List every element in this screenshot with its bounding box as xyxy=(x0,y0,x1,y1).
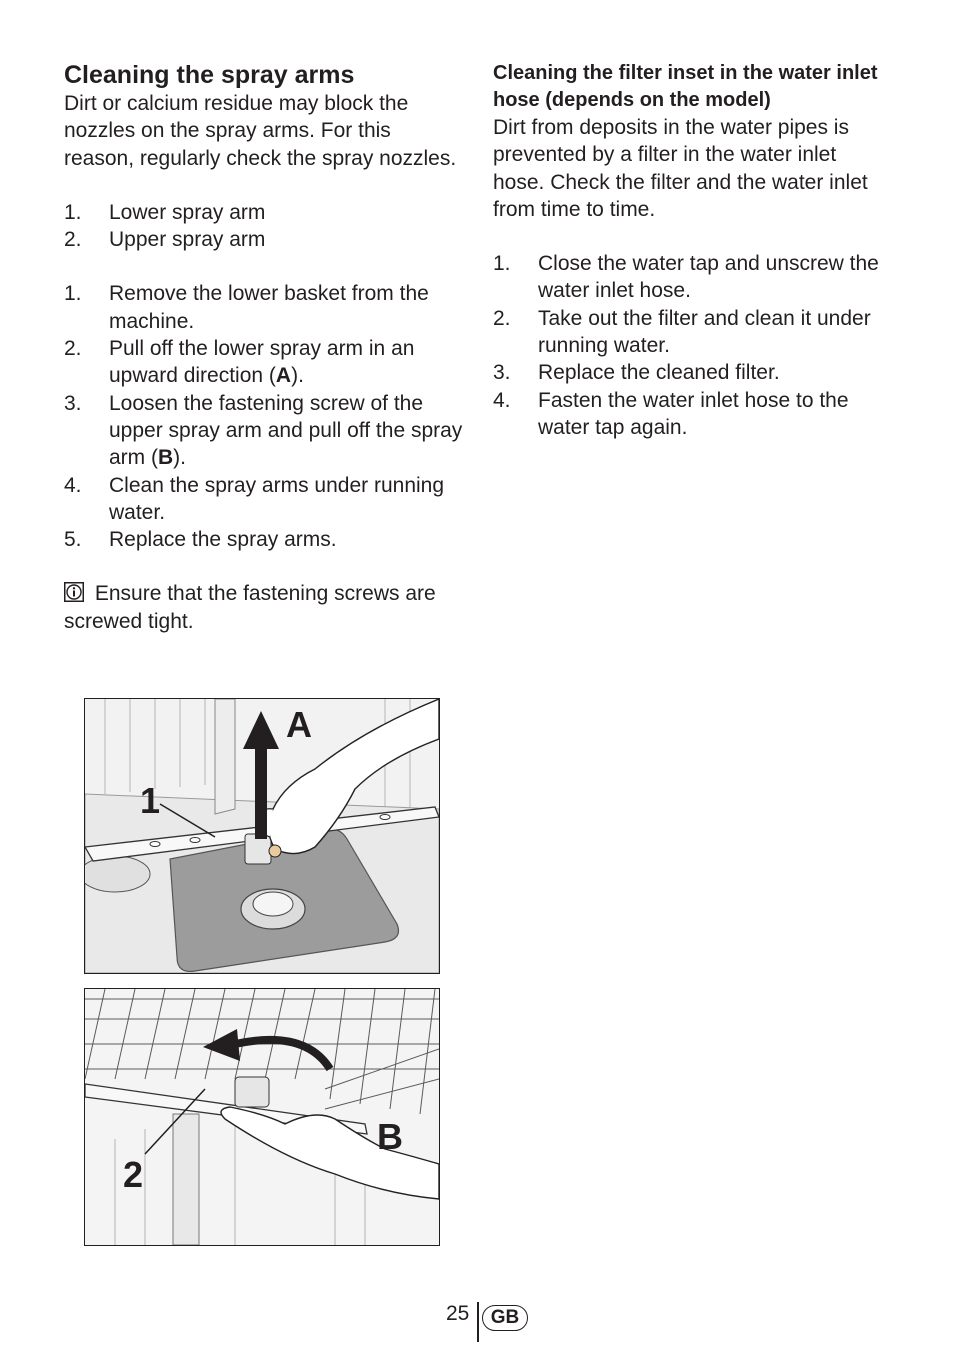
list-item xyxy=(64,472,464,527)
list-text: Take out the filter and clean it under running water. xyxy=(538,306,871,358)
list-text: Clean the spray arms under running water. xyxy=(109,473,445,524)
list-number: 3. xyxy=(64,391,82,415)
list-number: 2. xyxy=(64,337,82,361)
figure-label-1: 1 xyxy=(140,780,161,821)
list-item xyxy=(64,280,464,335)
list-item xyxy=(64,335,464,390)
lower-spray-arm-illustration xyxy=(85,699,439,973)
info-note xyxy=(64,580,464,635)
list-number: 4. xyxy=(64,473,82,497)
list-number: 5. xyxy=(64,528,82,552)
list-item xyxy=(493,387,893,442)
upper-spray-arm-illustration xyxy=(85,989,439,1245)
list-text: Replace the cleaned filter. xyxy=(538,361,780,385)
list-text: ). xyxy=(173,446,186,470)
figure-label-B: B xyxy=(377,1116,403,1157)
country-code-badge: GB xyxy=(482,1305,528,1331)
figure-upper-spray-arm xyxy=(84,988,440,1246)
list-item xyxy=(64,226,464,253)
parts-list xyxy=(64,199,464,254)
spray-arms-intro: Dirt or calcium residue may block the nozzles on the spray arms. For this reason, regularly check the spray nozzles. xyxy=(64,92,457,170)
list-item xyxy=(493,250,893,305)
list-item xyxy=(493,305,893,360)
section-heading-spray-arms: Cleaning the spray arms xyxy=(64,61,355,89)
note-text: Ensure that the fastening screws are screwed tight. xyxy=(64,582,436,633)
list-number: 2. xyxy=(493,306,511,330)
list-number: 4. xyxy=(493,388,511,412)
list-number: 3. xyxy=(493,361,511,385)
figure-reference: A xyxy=(275,364,292,388)
figure-label-2: 2 xyxy=(123,1154,144,1195)
list-number: 1. xyxy=(64,282,82,306)
figure-label-A: A xyxy=(286,704,312,745)
list-text: Fasten the water inlet hose to the water tap again. xyxy=(538,388,849,439)
list-item xyxy=(64,526,464,553)
footer-divider xyxy=(477,1302,479,1342)
page-footer xyxy=(444,1300,534,1344)
list-text: Remove the lower basket from the machine. xyxy=(109,282,429,333)
filter-intro: Dirt from deposits in the water pipes is prevented by a filter in the water inlet hose. Check the filter and the water inlet from time to time. xyxy=(493,116,868,221)
list-text: Upper spray arm xyxy=(109,228,266,252)
list-number: 2. xyxy=(64,228,82,252)
section-heading-filter-inset: Cleaning the filter inset in the water inlet hose (depends on the model) xyxy=(493,62,878,111)
right-column xyxy=(493,60,893,441)
list-text: Replace the spray arms. xyxy=(109,528,337,552)
list-text: Lower spray arm xyxy=(109,200,266,224)
list-item xyxy=(64,199,464,226)
figure-reference: B xyxy=(158,446,174,470)
list-number: 1. xyxy=(493,252,511,276)
page-number: 25 xyxy=(446,1302,470,1325)
filter-steps xyxy=(493,250,893,441)
list-text: ). xyxy=(291,364,304,388)
info-icon xyxy=(64,582,84,602)
list-number: 1. xyxy=(64,200,82,224)
spray-arm-steps xyxy=(64,280,464,553)
figure-lower-spray-arm xyxy=(84,698,440,974)
left-column xyxy=(64,60,464,635)
spacer xyxy=(64,172,464,199)
list-item xyxy=(64,390,464,472)
spacer xyxy=(64,253,464,280)
list-text: Loosen the fastening screw of the upper spray arm and pull off the spray arm ( xyxy=(109,391,463,470)
spacer xyxy=(64,553,464,580)
spacer xyxy=(493,223,893,250)
list-text: Pull off the lower spray arm in an upward direction ( xyxy=(109,337,415,388)
list-text: Close the water tap and unscrew the water inlet hose. xyxy=(538,252,879,303)
list-item xyxy=(493,359,893,386)
